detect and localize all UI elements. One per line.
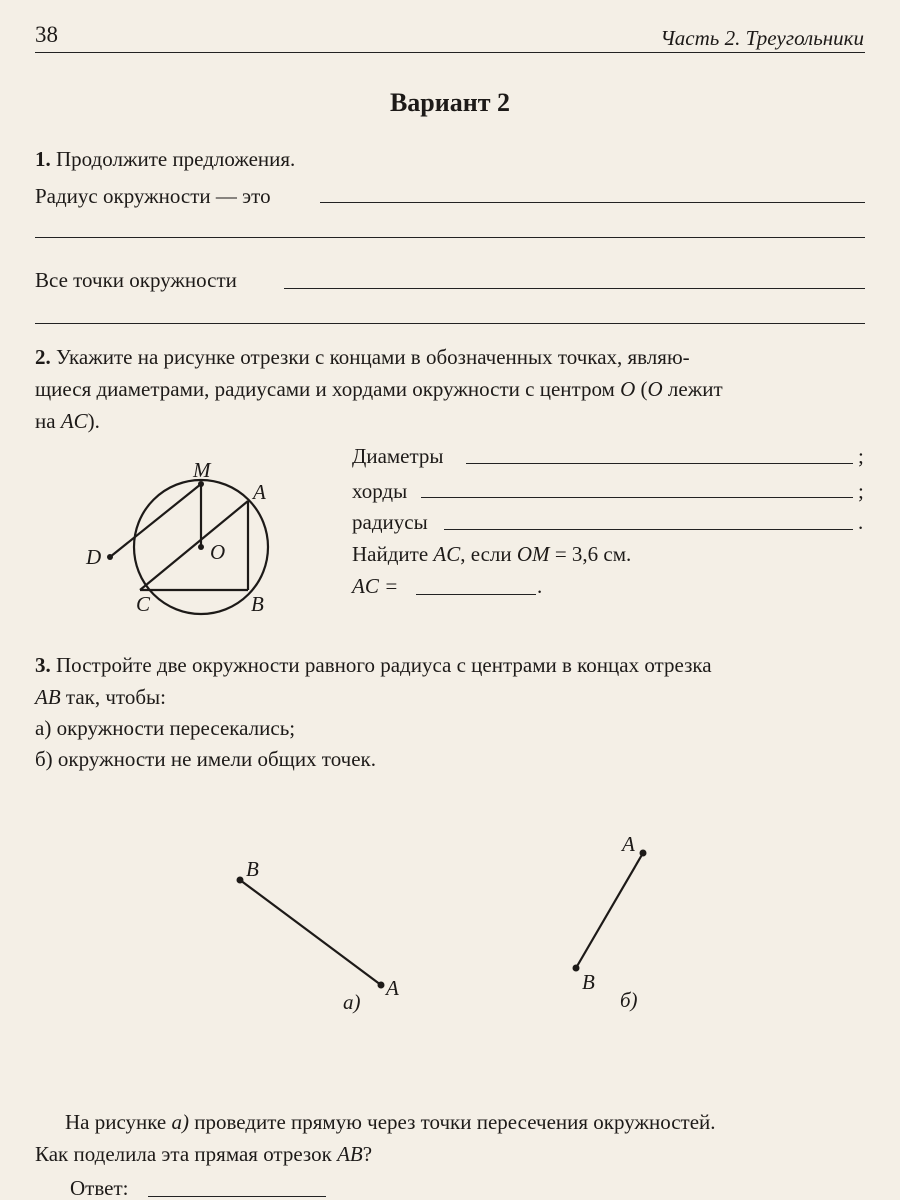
- section-title: Часть 2. Треугольники: [660, 26, 864, 50]
- answer-line[interactable]: [416, 594, 536, 595]
- answer-line[interactable]: [421, 497, 853, 498]
- answer-label: Ответ:: [70, 1176, 129, 1200]
- point-B-b: [573, 965, 580, 972]
- find-ac-prompt: Найдите AC, если OM = 3,6 см.: [352, 542, 632, 566]
- caption-a: а): [343, 990, 361, 1014]
- textbook-page: 38 Часть 2. Треугольники Вариант 2 1. Продолжите предложения. Радиус окружности — это Все точки окружности 2. Укажите на рисунке отрезки с концами в обозначенных точках, являю- щиеся диаметрами, радиусами и хордами окружности с центром O (O лежит на AC). M A O D C B Диаметры ; хорды ; радиусы . Найдите AC, если OM = 3,6 см. AC = . 3. Постройте две окружности равного радиуса с центрами в концах отрезка AB так, чтобы: а) окружности пересекались; б) окружности не имели общих точек. B A а) A B б) На рисунке а) проведите прямую через точки пересечения окружностей. Как поделила эта прямая отрезок AB? Ответ:: [0, 0, 900, 1200]
- task2-text-1: 2. Укажите на рисунке отрезки с концами в обозначенных точках, являю-: [35, 345, 690, 369]
- caption-b: б): [620, 988, 638, 1012]
- label-B: B: [251, 592, 264, 616]
- radii-label: радиусы: [352, 510, 428, 534]
- task3-item-b: б) окружности не имели общих точек.: [35, 747, 376, 771]
- point-O: [198, 544, 204, 550]
- segment-DM: [110, 484, 201, 557]
- chords-label: хорды: [352, 479, 408, 503]
- label-D: D: [86, 545, 102, 569]
- label-A-a: A: [386, 976, 399, 1000]
- task3-question-2: Как поделила эта прямая отрезок AB?: [35, 1142, 373, 1166]
- label-B-b: B: [582, 970, 595, 994]
- task2-text-2: щиеся диаметрами, радиусами и хордами окружности с центром O (O лежит: [35, 377, 723, 401]
- label-C: C: [136, 592, 151, 616]
- answer-line[interactable]: [444, 529, 853, 530]
- task3-question-1: На рисунке а) проведите прямую через точки пересечения окружностей.: [65, 1110, 716, 1134]
- point-A-a: [378, 982, 385, 989]
- variant-title: Вариант 2: [389, 88, 511, 117]
- label-O: O: [210, 540, 226, 564]
- task3-item-a: а) окружности пересекались;: [35, 716, 296, 740]
- segment-a: [240, 880, 381, 985]
- answer-line[interactable]: [148, 1196, 326, 1197]
- answer-line[interactable]: [466, 463, 853, 464]
- label-A: A: [253, 480, 266, 504]
- task1-line1-label: Радиус окружности — это: [35, 184, 271, 208]
- page-number: 38: [35, 22, 58, 47]
- segment-b: [576, 853, 643, 968]
- task2-text-3: на AC).: [35, 409, 100, 433]
- diameters-label: Диаметры: [352, 444, 444, 468]
- ac-answer-label: AC =: [352, 574, 399, 598]
- task1-prompt: 1. Продолжите предложения.: [35, 147, 296, 171]
- segment-CA: [140, 501, 248, 590]
- label-B-a: B: [246, 857, 259, 881]
- point-D: [107, 554, 113, 560]
- task3-text-2: AB так, чтобы:: [35, 685, 166, 709]
- point-B-a: [237, 877, 244, 884]
- label-A-b: A: [622, 832, 635, 856]
- task1-line2-label: Все точки окружности: [35, 268, 237, 292]
- point-A-b: [640, 850, 647, 857]
- task3-text-1: 3. Постройте две окружности равного радиуса с центрами в концах отрезка: [35, 653, 712, 677]
- label-M: M: [193, 458, 211, 482]
